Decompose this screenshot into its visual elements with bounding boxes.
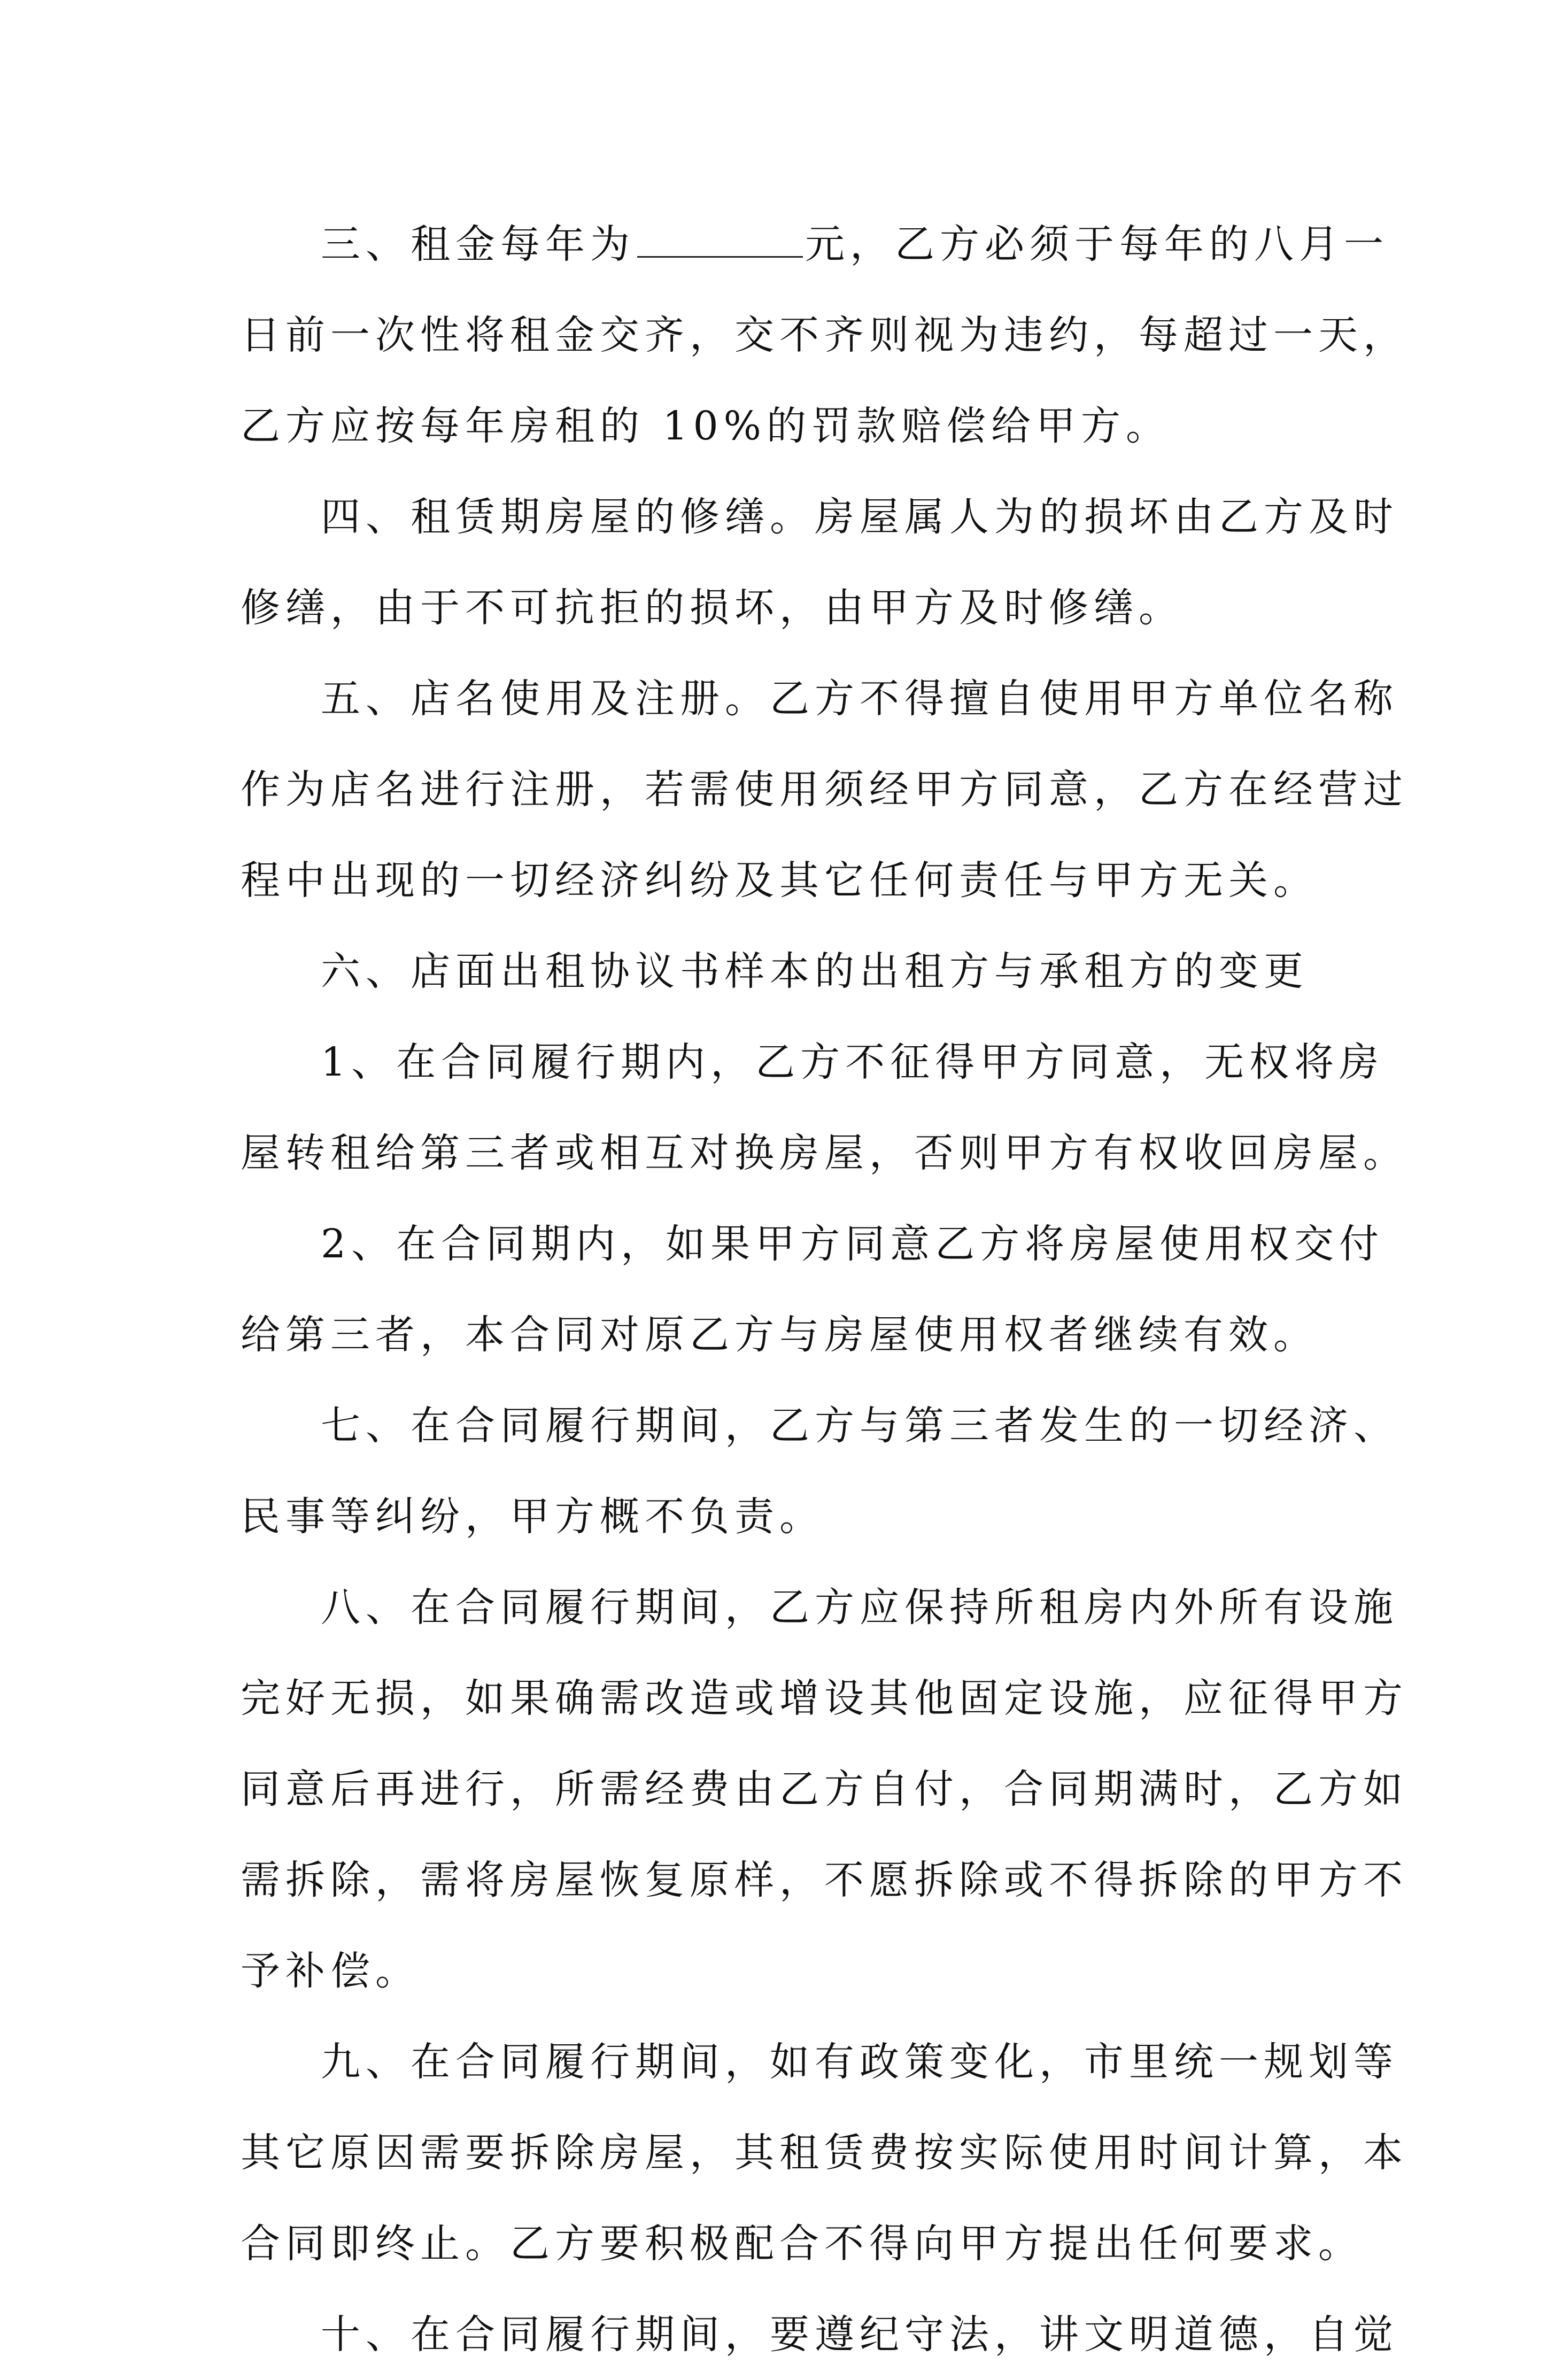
clause-3-line-3: 乙方应按每年房租的 10%的罚款赔偿给甲方。	[241, 403, 1171, 449]
clause-6-heading: 六、店面出租协议书样本的出租方与承租方的变更	[321, 948, 1309, 994]
clause-6-2-line-1: 2、在合同期内，如果甲方同意乙方将房屋使用权交付	[321, 1221, 1384, 1267]
clause-9-line-3: 合同即终止。乙方要积极配合不得向甲方提出任何要求。	[241, 2221, 1363, 2267]
clause-7-line-1: 七、在合同履行期间，乙方与第三者发生的一切经济、	[321, 1403, 1398, 1449]
clause-8-line-4: 需拆除，需将房屋恢复原样，不愿拆除或不得拆除的甲方不	[241, 1857, 1408, 1903]
clause-6-1-line-1: 1、在合同履行期内，乙方不征得甲方同意，无权将房	[321, 1039, 1384, 1085]
clause-3-line-1	[241, 199, 1389, 290]
clause-3-line-2: 日前一次性将租金交齐，交不齐则视为违约，每超过一天，	[241, 312, 1408, 358]
clause-5-line-1: 五、店名使用及注册。乙方不得擅自使用甲方单位名称	[321, 676, 1398, 722]
clause-8-line-3: 同意后再进行，所需经费由乙方自付，合同期满时，乙方如	[241, 1766, 1408, 1812]
clause-3-suffix: 元，乙方必须于每年的八月一	[805, 221, 1389, 267]
clause-8-line-2: 完好无损，如果确需改造或增设其他固定设施，应征得甲方	[241, 1675, 1408, 1721]
clause-3-prefix: 三、租金每年为	[321, 221, 635, 267]
clause-10-line-1: 十、在合同履行期间，要遵纪守法，讲文明道德，自觉	[321, 2312, 1398, 2358]
contract-body	[241, 199, 1408, 2380]
clause-5-line-2: 作为店名进行注册，若需使用须经甲方同意，乙方在经营过	[241, 767, 1408, 813]
clause-8-line-1: 八、在合同履行期间，乙方应保持所租房内外所有设施	[321, 1585, 1398, 1631]
clause-5-line-3: 程中出现的一切经济纠纷及其它任何责任与甲方无关。	[241, 857, 1318, 903]
clause-7-line-2: 民事等纠纷，甲方概不负责。	[241, 1494, 824, 1540]
rent-amount-blank	[637, 217, 803, 258]
clause-8-line-5: 予补偿。	[241, 1948, 420, 1994]
clause-6-1-line-2: 屋转租给第三者或相互对换房屋，否则甲方有权收回房屋。	[241, 1130, 1408, 1176]
clause-4-line-2: 修缮，由于不可抗拒的损坏，由甲方及时修缮。	[241, 585, 1184, 631]
clause-9-line-2: 其它原因需要拆除房屋，其租赁费按实际使用时间计算，本	[241, 2130, 1408, 2176]
clause-9-line-1: 九、在合同履行期间，如有政策变化，市里统一规划等	[321, 2039, 1398, 2085]
clause-6-2-line-2: 给第三者，本合同对原乙方与房屋使用权者继续有效。	[241, 1312, 1318, 1358]
clause-4-line-1: 四、租赁期房屋的修缮。房屋属人为的损坏由乙方及时	[321, 494, 1398, 540]
